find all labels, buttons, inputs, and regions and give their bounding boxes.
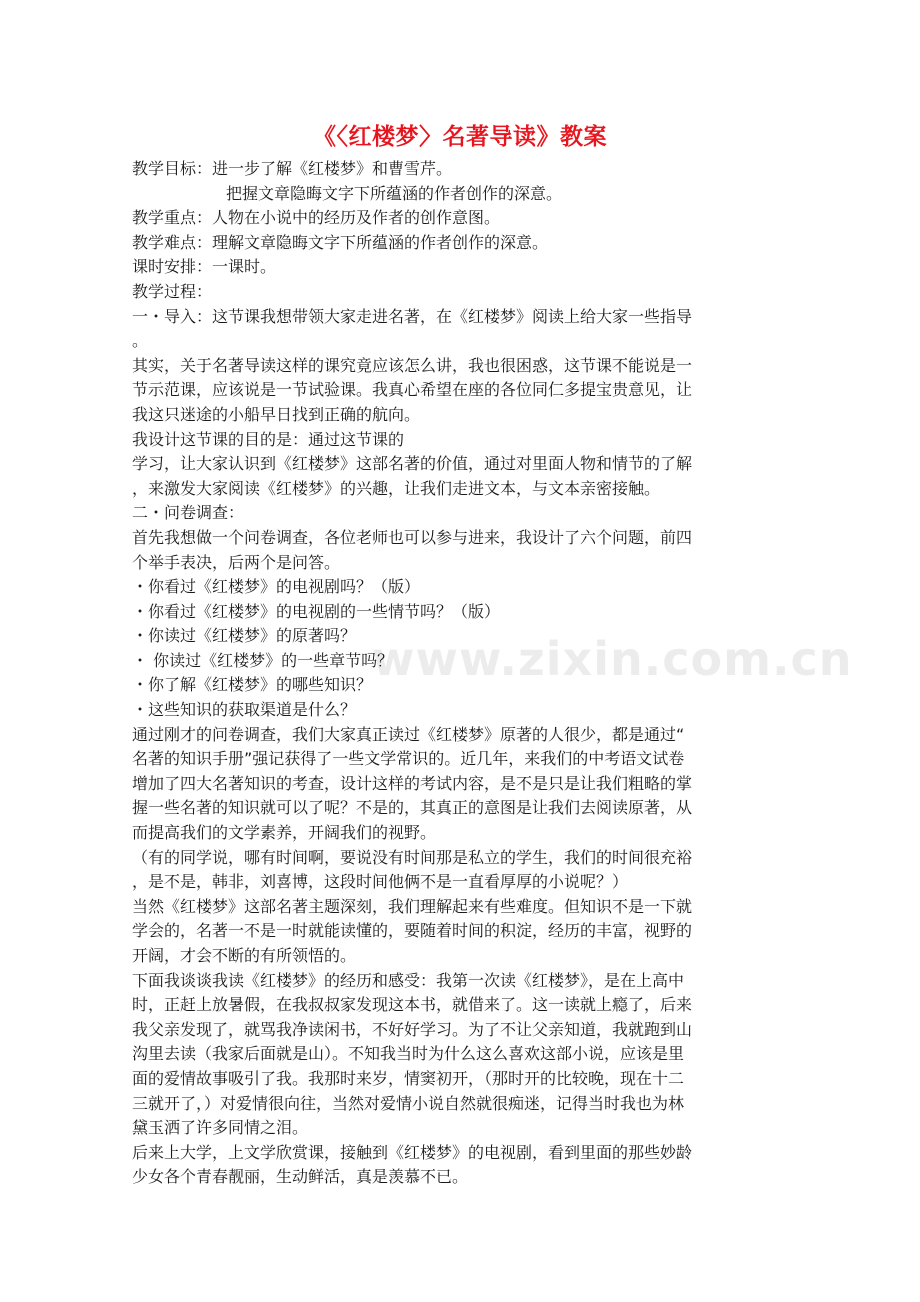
text-line: ・你看过《红楼梦》的电视剧的一些情节吗？（版） [132, 601, 501, 621]
text-line: 当然《红楼梦》这部名著主题深刻，我们理解起来有些难度。但知识不是一下就 [132, 896, 693, 916]
text-line: 课时安排：一课时。 [132, 257, 277, 277]
text-line: 个举手表决，后两个是问答。 [132, 552, 341, 572]
text-line: 首先我想做一个问卷调查，各位老师也可以参与进来，我设计了六个问题，前四 [132, 527, 693, 547]
text-line: 学习，让大家认识到《红楼梦》这部名著的价值，通过对里面人物和情节的了解 [132, 454, 693, 474]
text-line: 我父亲发现了，就骂我净读闲书，不好好学习。为了不让父亲知道，我就跑到山 [132, 1019, 693, 1039]
text-line: 节示范课，应该说是一节试验课。我真心希望在座的各位同仁多提宝贵意见，让 [132, 380, 693, 400]
text-line: 教学难点：理解文章隐晦文字下所蕴涵的作者创作的深意。 [132, 232, 549, 252]
text-line: 面的爱情故事吸引了我。我那时来岁，情窦初开，（那时开的比较晚，现在十二 [132, 1068, 685, 1088]
text-line: 三就开了，）对爱情很向往，当然对爱情小说自然就很痴迷，记得当时我也为林 [132, 1093, 685, 1113]
text-line: ・这些知识的获取渠道是什么？ [132, 700, 357, 720]
text-line: 二・问卷调查： [132, 503, 245, 523]
text-line: 一・导入：这节课我想带领大家走进名著，在《红楼梦》阅读上给大家一些指导 [132, 306, 693, 326]
text-line: 时，正赶上放暑假，在我叔叔家发现这本书，就借来了。这一读就上瘾了，后来 [132, 995, 693, 1015]
text-line: 而提高我们的文学素养，开阔我们的视野。 [132, 823, 437, 843]
text-line: 下面我谈谈我读《红楼梦》的经历和感受：我第一次读《红楼梦》，是在上高中 [132, 970, 685, 990]
text-line: 我设计这节课的目的是：通过这节课的 [132, 429, 405, 449]
text-line: 通过刚才的问卷调查，我们大家真正读过《红楼梦》原著的人很少，都是通过“ [132, 724, 685, 744]
text-line: 我这只迷途的小船早日找到正确的航向。 [132, 404, 421, 424]
text-line: 握一些名著的知识就可以了呢？不是的，其真正的意图是让我们去阅读原著，从 [132, 798, 693, 818]
text-line: 学会的，名著一不是一时就能读懂的，要随着时间的积淀，经历的丰富，视野的 [132, 921, 693, 941]
text-line: 后来上大学，上文学欣赏课，接触到《红楼梦》的电视剧，看到里面的那些妙龄 [132, 1142, 693, 1162]
text-line: 黛玉洒了许多同情之泪。 [132, 1118, 309, 1138]
text-line: 把握文章隐晦文字下所蕴涵的作者创作的深意。 [226, 183, 563, 203]
watermark-text: www.zixin.com.cn [372, 632, 853, 686]
text-line: ，来激发大家阅读《红楼梦》的兴趣，让我们走进文本，与文本亲密接触。 [132, 478, 661, 498]
document-title: 《〈红楼梦〉名著导读》教案 [313, 124, 607, 150]
text-line: ，是不是，韩非，刘喜博，这段时间他俩不是一直看厚厚的小说呢？） [132, 872, 629, 892]
text-line: 增加了四大名著知识的考查，设计这样的考试内容，是不是只是让我们粗略的掌 [132, 773, 693, 793]
text-line: 教学过程： [132, 281, 213, 301]
text-line: 教学目标：进一步了解《红楼梦》和曹雪芹。 [132, 159, 453, 178]
text-line: 少女各个青春靓丽，生动鲜活，真是羡慕不已。 [132, 1167, 469, 1187]
text-line: 其实，关于名著导读这样的课究竟应该怎么讲，我也很困惑，这节课不能说是一 [132, 355, 693, 375]
text-line: ・你了解《红楼梦》的哪些知识？ [132, 675, 373, 695]
text-line: 。 [132, 331, 149, 351]
text-line: ・你读过《红楼梦》的原著吗？ [132, 626, 357, 646]
text-line: ・你看过《红楼梦》的电视剧吗？（版） [132, 577, 421, 597]
text-line: 教学重点：人物在小说中的经历及作者的创作意图。 [132, 208, 501, 228]
text-line: 名著的知识手册”强记获得了一些文学常识的。近几年，来我们的中考语文试卷 [132, 749, 685, 769]
text-line: ・ 你读过《红楼梦》的一些章节吗？ [132, 650, 394, 670]
text-line: 开阔，才会不断的有所领悟的。 [132, 946, 357, 965]
text-line: 沟里去读（我家后面就是山）。不知我当时为什么这么喜欢这部小说，应该是里 [132, 1044, 685, 1064]
text-line: （有的同学说，哪有时间啊，要说没有时间那是私立的学生，我们的时间很充裕 [132, 847, 693, 867]
